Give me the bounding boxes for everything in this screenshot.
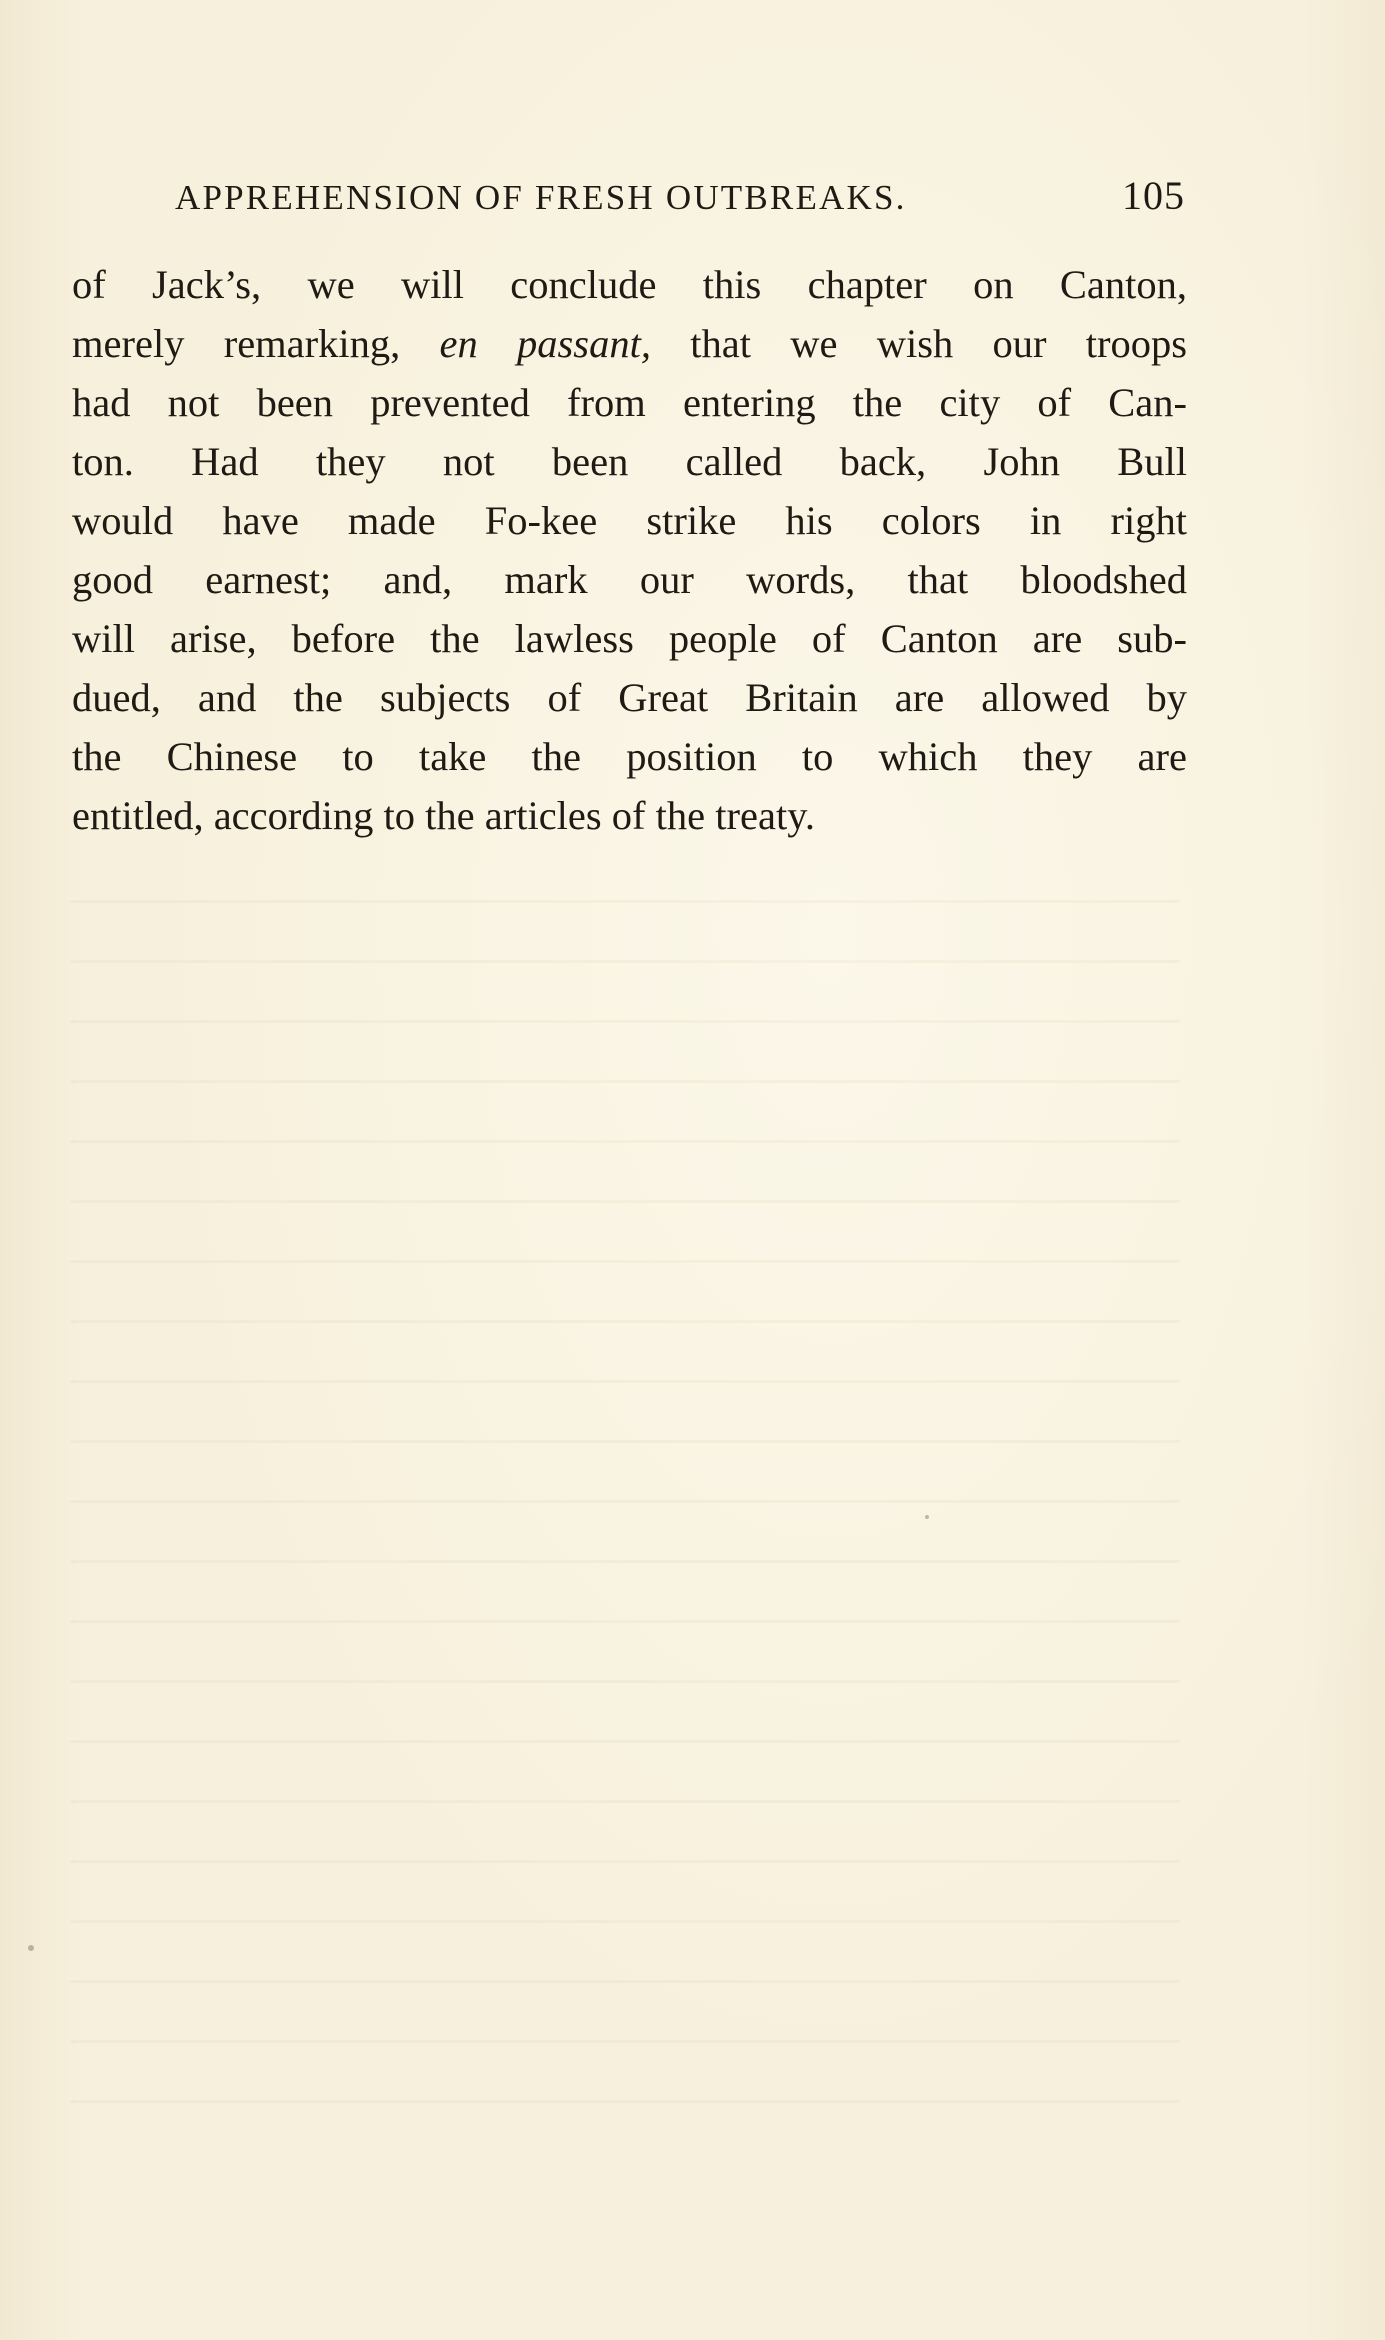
- text-line: [72, 727, 1187, 786]
- text-segment: merely remarking,: [72, 321, 440, 366]
- text-line: [72, 255, 1187, 314]
- show-through-mark: [70, 1740, 1180, 1743]
- italic-phrase: en passant,: [439, 321, 651, 366]
- text-segment: good earnest; and, mark our words, that bloodshed: [72, 557, 1187, 602]
- paper-speck: [28, 1945, 34, 1951]
- running-head-title: APPREHENSION OF FRESH OUTBREAKS.: [175, 178, 907, 217]
- show-through-mark: [70, 900, 1180, 903]
- body-paragraph: [72, 255, 1187, 845]
- show-through-mark: [70, 1380, 1180, 1383]
- show-through-mark: [70, 1020, 1180, 1023]
- show-through-mark: [70, 1320, 1180, 1323]
- show-through-mark: [70, 1140, 1180, 1143]
- show-through-mark: [70, 1500, 1180, 1503]
- text-segment: will arise, before the lawless people of Canton are sub-: [72, 616, 1187, 661]
- text-segment: ton. Had they not been called back, John Bull: [72, 439, 1187, 484]
- text-segment: would have made Fo-kee strike his colors in right: [72, 498, 1187, 543]
- text-line: [72, 373, 1187, 432]
- text-segment: dued, and the subjects of Great Britain are allowed by: [72, 675, 1187, 720]
- show-through-mark: [70, 1080, 1180, 1083]
- show-through-mark: [70, 1800, 1180, 1803]
- show-through-mark: [70, 1680, 1180, 1683]
- show-through-mark: [70, 1980, 1180, 1983]
- text-line: [72, 432, 1187, 491]
- show-through-mark: [70, 1440, 1180, 1443]
- show-through-mark: [70, 1200, 1180, 1203]
- text-line: [72, 550, 1187, 609]
- show-through-mark: [70, 1860, 1180, 1863]
- show-through-mark: [70, 1620, 1180, 1623]
- text-line: [72, 786, 1187, 845]
- text-segment: entitled, according to the articles of the treaty.: [72, 793, 815, 838]
- text-segment: had not been prevented from entering the city of Can-: [72, 380, 1187, 425]
- paper-speck: [925, 1515, 929, 1519]
- page-number: 105: [1122, 173, 1185, 218]
- show-through-mark: [70, 960, 1180, 963]
- show-through-mark: [70, 2040, 1180, 2043]
- text-line: [72, 609, 1187, 668]
- show-through-mark: [70, 1920, 1180, 1923]
- text-line: [72, 314, 1187, 373]
- text-segment: the Chinese to take the position to which they are: [72, 734, 1187, 779]
- show-through-mark: [70, 1560, 1180, 1563]
- show-through-mark: [70, 1260, 1180, 1263]
- text-line: [72, 668, 1187, 727]
- text-segment: that we wish our troops: [650, 321, 1188, 366]
- show-through-mark: [70, 2100, 1180, 2103]
- text-line: [72, 491, 1187, 550]
- running-head: [175, 172, 1185, 220]
- text-segment: of Jack’s, we will conclude this chapter on Canton,: [72, 262, 1187, 307]
